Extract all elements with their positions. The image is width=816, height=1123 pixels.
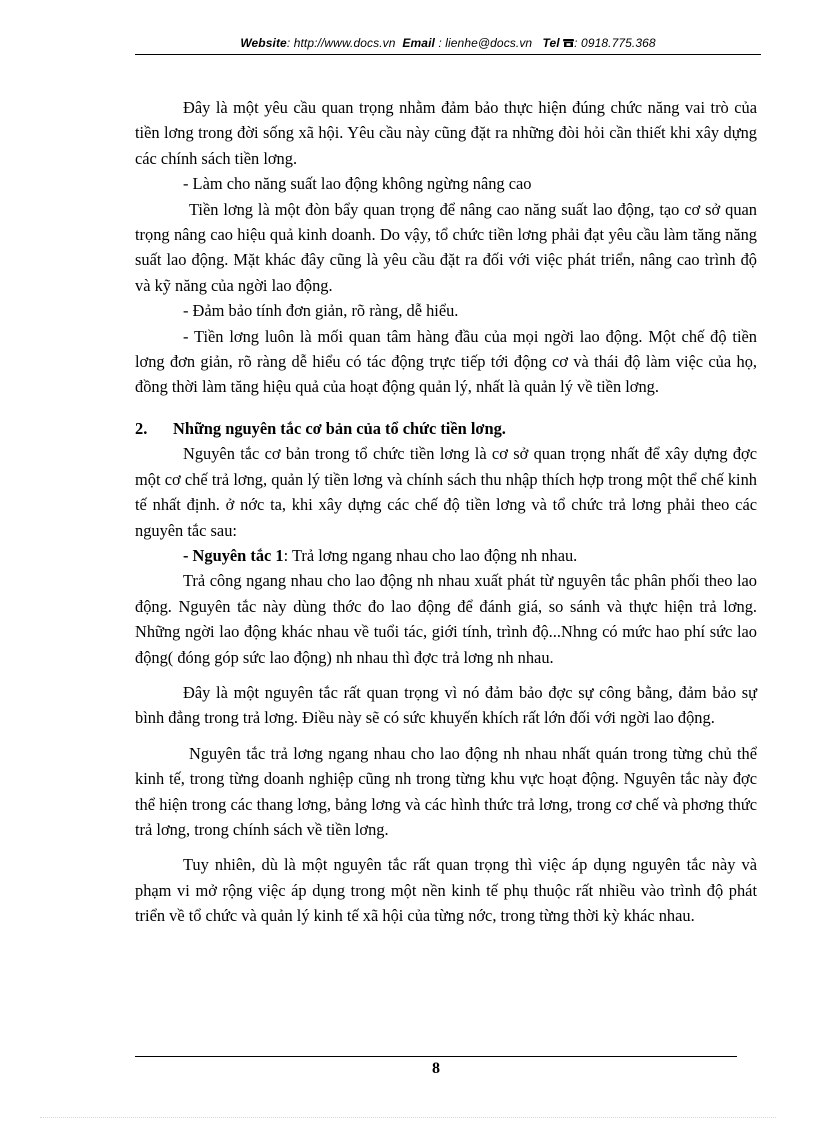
principle-label: - Nguyên tắc 1	[183, 545, 284, 565]
section-heading	[135, 416, 757, 441]
paragraph: Tuy nhiên, dù là một nguyên tắc rất quan trọng thì việc áp dụng nguyên tắc này và phạm vi mở rộng việc áp dụng trong một nền kinh tế phụ thuộc rất nhiều vào trình độ phát triển về tổ chức và quản lý kinh tế xã hội của từng nớc, trong từng thời kỳ khác nhau.	[135, 855, 757, 926]
tel-label: Tel	[542, 36, 560, 50]
paragraph: Trả công ngang nhau cho lao động nh nhau xuất phát từ nguyên tắc phân phối theo lao động. Nguyên tắc này dùng thớc đo lao động để đánh giá, so sánh và thực hiện trả lơng. Những ngời lao động khác nhau về tuổi tác, giới tính, trình độ...Nhng có mức hao phí sức lao động( đóng góp sức lao động) nh nhau thì đợc trả lơng nh nhau.	[135, 571, 757, 667]
page-header	[135, 36, 761, 50]
paragraph: Đây là một nguyên tắc rất quan trọng vì nó đảm bảo đợc sự công bằng, đảm bảo sự bình đẳng trong trả lơng. Điều này sẽ có sức khuyến khích rất lớn đối với ngời lao động.	[135, 682, 757, 728]
principle-text: : Trả lơng ngang nhau cho lao động nh nhau.	[283, 545, 578, 565]
paragraph: Nguyên tắc trả lơng ngang nhau cho lao động nh nhau nhất quán trong từng chủ thể kinh tế, trong từng doanh nghiệp cũng nh trong từng khu vực hoạt động. Nguyên tắc này đợc thể hiện trong các thang lơng, bảng lơng và các hình thức trả lơng, trong cơ chế và phơng thức trả lơng, trong chính sách về tiền lơng.	[135, 743, 757, 839]
principle-item	[135, 543, 757, 568]
website-label: Website	[240, 36, 287, 50]
paragraph: Đây là một yêu cầu quan trọng nhằm đảm bảo thực hiện đúng chức năng vai trò của tiền lơng trong đời sống xã hội. Yêu cầu này cũng đặt ra những đòi hỏi cần thiết khi xây dựng các chính sách tiền lơng.	[135, 98, 757, 168]
footer-rule	[135, 1056, 737, 1057]
bullet-item: - Làm cho năng suất lao động không ngừng nâng cao	[183, 174, 532, 194]
page-edge-divider	[40, 1117, 776, 1118]
email-value: : lienhe@docs.vn	[438, 36, 533, 50]
bullet-item: - Đảm bảo tính đơn giản, rõ ràng, dễ hiểu.	[183, 301, 459, 321]
header-rule	[135, 54, 761, 55]
telephone-icon	[563, 38, 574, 48]
page-number: 8	[432, 1060, 440, 1077]
paragraph: Tiền lơng là một đòn bẩy quan trọng để nâng cao năng suất lao động, tạo cơ sở quan trọng nâng cao hiệu quả kinh doanh. Do vậy, tổ chức tiền lơng phải đạt yêu cầu làm tăng năng suất lao động. Mặt khác đây cũng là yêu cầu đặt ra đối với việc phát triển, nâng cao trình độ và kỹ năng của ngời lao động.	[135, 199, 757, 295]
bullet-item: - Tiền lơng luôn là mối quan tâm hàng đầu của mọi ngời lao động. Một chế độ tiền lơng đơn giản, rõ ràng dễ hiểu có tác động trực tiếp tới động cơ và thái độ làm việc của họ, đồng thời làm tăng hiệu quả của hoạt động quản lý, nhất là quản lý về tiền lơng.	[135, 326, 757, 397]
section-number: 2.	[135, 418, 148, 438]
website-value: : http://www.docs.vn	[286, 36, 396, 50]
section-title: Những nguyên tắc cơ bản của tổ chức tiền lơng.	[173, 418, 506, 438]
email-label: Email	[402, 36, 435, 50]
document-body	[135, 95, 757, 929]
tel-value: : 0918.775.368	[574, 36, 656, 50]
paragraph: Nguyên tắc cơ bản trong tổ chức tiền lơng là cơ sở quan trọng nhất để xây dựng đợc một cơ chế trả lơng, quản lý tiền lơng và chính sách thu nhập thích hợp trong một thể chế kinh tế nhất định. ở nớc ta, khi xây dựng các chế độ tiền lơng và tổ chức trả lơng phải theo các nguyên tắc sau:	[135, 444, 757, 540]
